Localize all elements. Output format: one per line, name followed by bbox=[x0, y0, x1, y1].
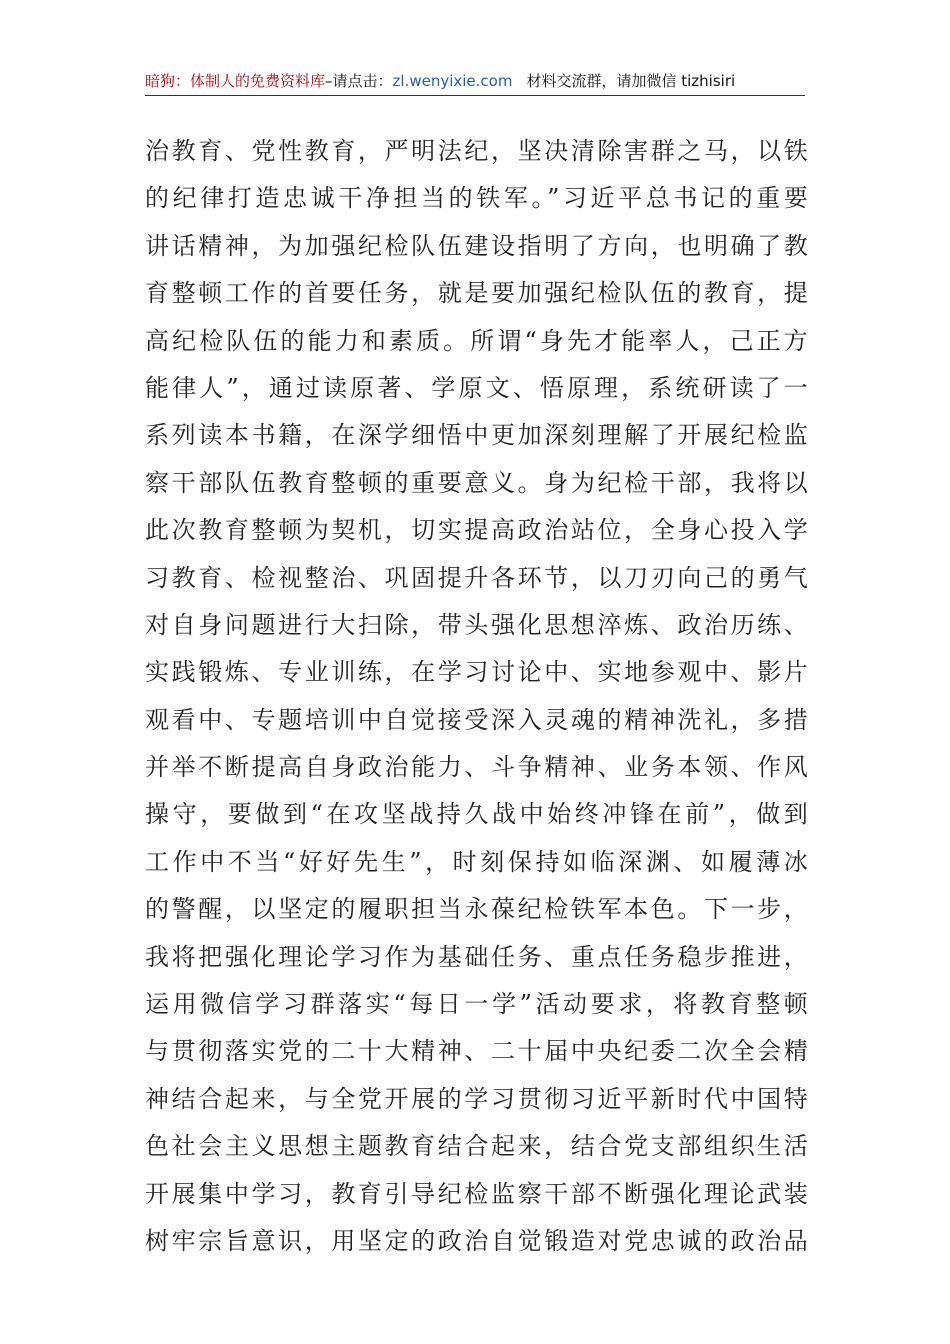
body-line: 我将把强化理论学习作为基础任务、重点任务稳步推进， bbox=[145, 942, 810, 971]
body-line: 工作中不当“好好先生”，时刻保持如临深渊、如履薄冰 bbox=[145, 847, 810, 876]
body-line: 树牢宗旨意识，用坚定的政治自觉锻造对党忠诚的政治品 bbox=[145, 1226, 810, 1255]
body-line: 育整顿工作的首要任务，就是要加强纪检队伍的教育，提 bbox=[145, 279, 810, 308]
body-line: 色社会主义思想主题教育结合起来，结合党支部组织生活 bbox=[145, 1132, 810, 1161]
body-line: 与贯彻落实党的二十大精神、二十届中央纪委二次全会精 bbox=[145, 1037, 810, 1066]
body-line: 观看中、专题培训中自觉接受深入灵魂的精神洗礼，多措 bbox=[145, 705, 810, 734]
page-header bbox=[145, 68, 805, 94]
document-body bbox=[145, 128, 810, 1265]
body-line: 运用微信学习群落实“每日一学”活动要求，将教育整顿 bbox=[145, 990, 810, 1019]
header-divider bbox=[145, 95, 805, 96]
body-line: 的纪律打造忠诚干净担当的铁军。”习近平总书记的重要 bbox=[145, 184, 810, 213]
body-line: 神结合起来，与全党开展的学习贯彻习近平新时代中国特 bbox=[145, 1084, 810, 1113]
body-line: 操守，要做到“在攻坚战持久战中始终冲锋在前”，做到 bbox=[145, 800, 810, 829]
body-line: 讲话精神，为加强纪检队伍建设指明了方向，也明确了教 bbox=[145, 231, 810, 260]
body-line: 对自身问题进行大扫除，带头强化思想淬炼、政治历练、 bbox=[145, 610, 810, 639]
body-line: 习教育、检视整治、巩固提升各环节，以刀刃向己的勇气 bbox=[145, 563, 810, 592]
body-line: 并举不断提高自身政治能力、斗争精神、业务本领、作风 bbox=[145, 753, 810, 782]
body-line: 能律人”，通过读原著、学原文、悟原理，系统研读了一 bbox=[145, 373, 810, 402]
body-line: 治教育、党性教育，严明法纪，坚决清除害群之马，以铁 bbox=[145, 137, 810, 165]
body-line: 高纪检队伍的能力和素质。所谓“身先才能率人，己正方 bbox=[145, 326, 810, 355]
body-line: 的警醒，以坚定的履职担当永葆纪检铁军本色。下一步， bbox=[145, 895, 810, 924]
body-line: 实践锻炼、专业训练，在学习讨论中、实地参观中、影片 bbox=[145, 658, 810, 687]
body-line: 系列读本书籍，在深学细悟中更加深刻理解了开展纪检监 bbox=[145, 421, 810, 450]
header-link[interactable]: zl.wenyixie.com bbox=[392, 72, 513, 90]
body-line: 此次教育整顿为契机，切实提高政治站位，全身心投入学 bbox=[145, 516, 810, 545]
body-line: 开展集中学习，教育引导纪检监察干部不断强化理论武装 bbox=[145, 1179, 810, 1208]
header-contact: 材料交流群，请加微信 tizhisiri bbox=[526, 72, 736, 90]
header-prompt: –请点击： bbox=[325, 72, 393, 90]
header-brand: 暗狗：体制人的免费资料库 bbox=[145, 72, 326, 90]
body-line: 察干部队伍教育整顿的重要意义。身为纪检干部，我将以 bbox=[145, 468, 810, 497]
